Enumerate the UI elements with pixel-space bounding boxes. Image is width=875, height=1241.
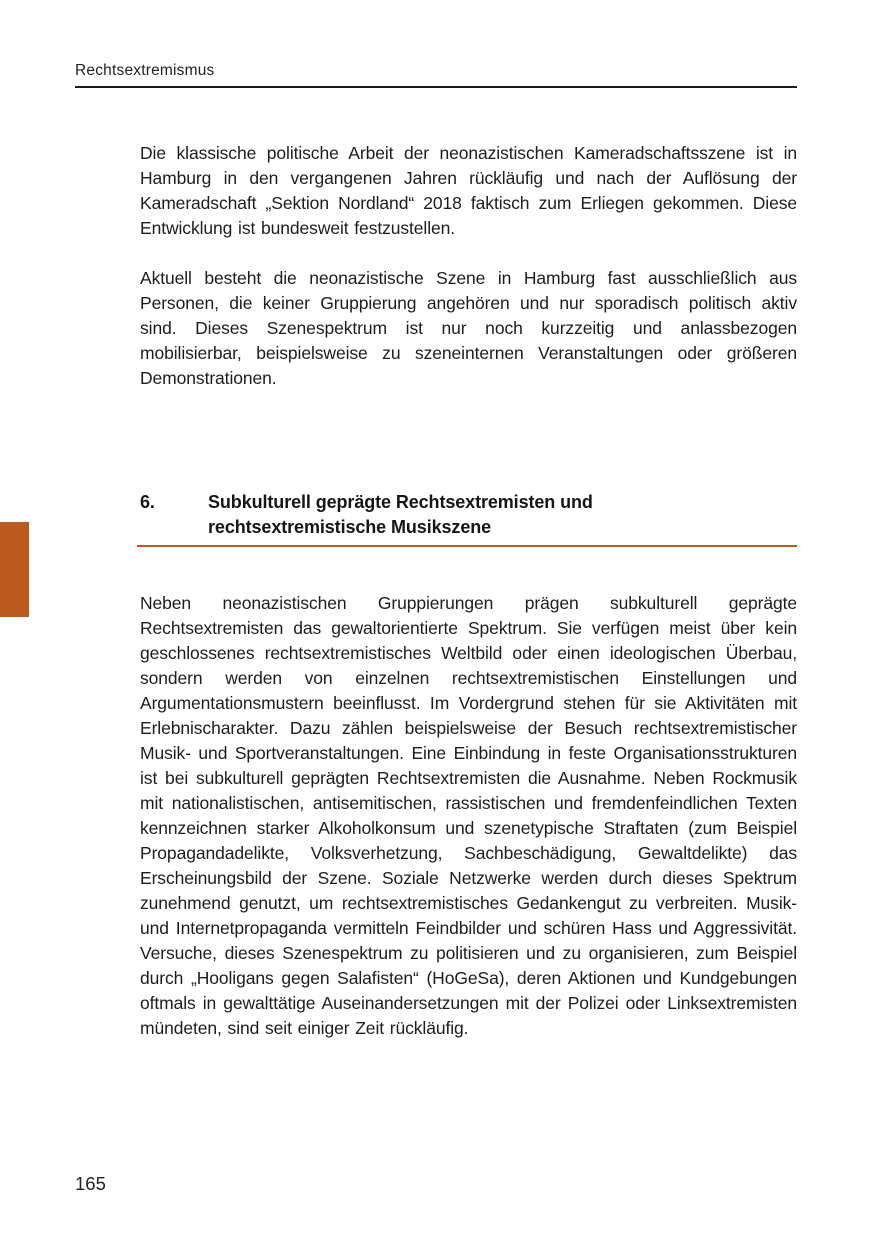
section-heading-rule (137, 545, 797, 547)
chapter-marker-tab (0, 522, 29, 617)
header-rule (75, 86, 797, 88)
section-heading (140, 490, 708, 540)
page-number: 165 (75, 1173, 106, 1194)
section-number: 6. (140, 492, 155, 512)
running-header-title: Rechtsextremismus (75, 62, 215, 79)
body-paragraph: Neben neonazistischen Gruppierungen prägen subkulturell geprägte Rechtsextremisten das gewaltorientierte Spektrum. Sie verfügen meist über kein geschlossenes rechtsextremistisches Weltbild oder einen ideologischen Überbau, sondern werden von einzelnen rechtsextremistischen Einstellungen und Argumentationsmustern beeinflusst. Im Vordergrund stehen für sie Aktivitäten mit Erlebnischarakter. Dazu zählen beispielsweise der Besuch rechtsextremistischer Musik- und Sportveranstaltungen. Eine Einbindung in feste Organisationsstrukturen ist bei subkulturell geprägten Rechtsextremisten die Ausnahme. Neben Rockmusik mit nationalistischen, antisemitischen, rassistischen und fremdenfeindlichen Texten kennzeichnen starker Alkoholkonsum und szenetypische Straftaten (zum Beispiel Propagandadelikte, Volksverhetzung, Sachbeschädigung, Gewaltdelikte) das Erscheinungsbild der Szene. Soziale Netzwerke werden durch dieses Spektrum zunehmend genutzt, um rechtsextremistisches Gedankengut zu verbreiten. Musik- und Internetpropaganda vermitteln Feindbilder und schüren Hass und Aggressivität. Versuche, dieses Szenespektrum zu politisieren und zu organisieren, zum Beispiel durch „Hooligans gegen Salafisten“ (HoGeSa), deren Aktionen und Kundgebungen oftmals in gewalttätige Auseinandersetzungen mit der Polizei oder Linksextremisten mündeten, sind seit einiger Zeit rückläufig. (140, 593, 797, 1038)
section-title: Subkulturell geprägte Rechtsextremisten und rechtsextremistische Musikszene (208, 492, 593, 537)
body-paragraph: Die klassische politische Arbeit der neonazistischen Kameradschaftsszene ist in Hamburg in den vergangenen Jahren rückläufig und nach der Auflösung der Kameradschaft „Sektion Nordland“ 2018 faktisch zum Erliegen gekommen. Diese Entwicklung ist bundesweit festzustellen. (140, 143, 797, 238)
body-paragraph: Aktuell besteht die neonazistische Szene in Hamburg fast ausschließlich aus Personen, die keiner Gruppierung angehören und nur sporadisch politisch aktiv sind. Dieses Szenespektrum ist nur noch kurzzeitig und anlassbezogen mobilisierbar, beispielsweise zu szeneinternen Veranstaltungen oder größeren Demonstrationen. (140, 268, 797, 388)
